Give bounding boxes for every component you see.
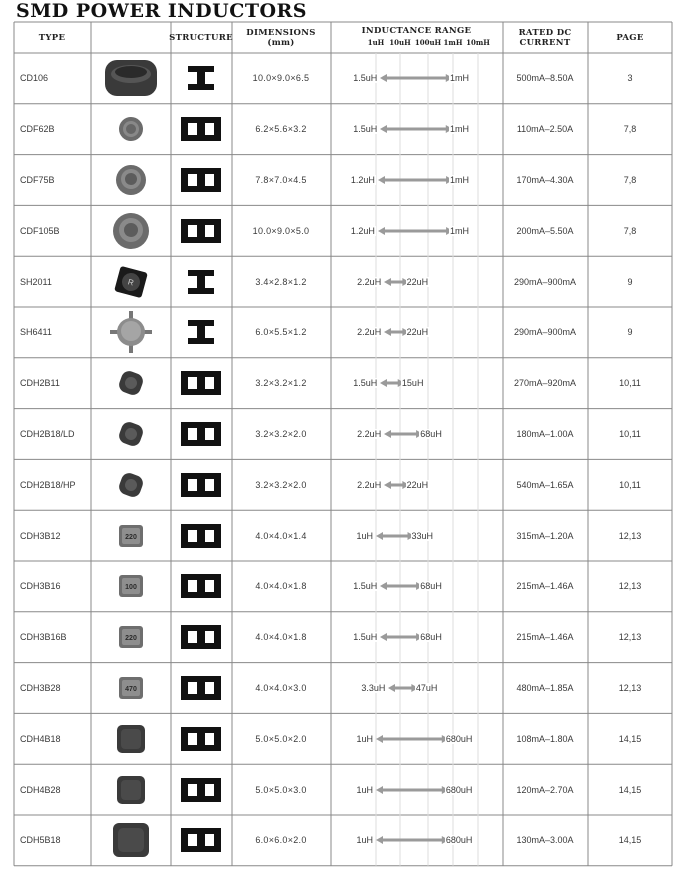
page-ref-cell: 9 [627, 276, 633, 287]
structure-icon [171, 764, 231, 815]
component-photo [91, 764, 170, 815]
rated-current-cell: 215mA–1.46A [516, 581, 574, 592]
range-max-label: 47uH [415, 682, 438, 693]
page-ref-cell: 7,8 [623, 225, 637, 236]
inductance-range-cell [331, 561, 502, 612]
type-cell: CDH3B28 [20, 682, 61, 693]
type-cell: CDF75B [20, 174, 55, 185]
inductance-range-cell [331, 612, 502, 663]
inductance-range-cell [331, 764, 502, 815]
structure-icon [171, 205, 231, 256]
type-cell: CD106 [20, 73, 49, 84]
structure-icon [171, 155, 231, 206]
dimensions-cell: 4.0×4.0×3.0 [255, 682, 307, 693]
structure-icon [171, 53, 231, 104]
rated-current-cell: 215mA–1.46A [516, 632, 574, 643]
page-ref-cell: 12,13 [618, 632, 642, 643]
page-ref-cell: 3 [627, 73, 633, 84]
page-ref-cell: 10,11 [619, 428, 641, 439]
page-ref-cell: 7,8 [623, 124, 637, 135]
dimensions-cell: 3.4×2.8×1.2 [255, 276, 307, 287]
type-cell: SH6411 [20, 327, 52, 338]
range-min-label: 1.5uH [353, 73, 378, 84]
rated-current-cell: 130mA–3.00A [516, 835, 574, 846]
table-row [14, 409, 672, 460]
header-inductance-range: INDUCTANCE RANGE [361, 26, 472, 36]
range-tick-labels [331, 38, 502, 50]
table-row [14, 510, 672, 561]
structure-icon [171, 815, 231, 866]
structure-icon [171, 663, 231, 714]
svg-text:470: 470 [124, 685, 137, 693]
dimensions-cell: 3.2×3.2×2.0 [255, 479, 307, 490]
svg-text:220: 220 [124, 533, 137, 541]
header-dimensions-line2: (mm) [267, 37, 295, 48]
component-photo [91, 459, 170, 510]
header-dimensions [232, 22, 330, 53]
range-max-label: 15uH [401, 378, 424, 389]
header-structure: STRUCTURE [169, 32, 233, 43]
page-ref-cell: 14,15 [618, 733, 642, 744]
inductance-range-cell [331, 510, 502, 561]
rated-current-cell: 180mA–1.00A [516, 428, 574, 439]
rated-current-cell: 270mA–920mA [513, 378, 577, 389]
component-photo [91, 307, 170, 358]
dimensions-cell: 6.0×6.0×2.0 [255, 835, 307, 846]
header-current-line2: CURRENT [519, 37, 571, 48]
page-ref-cell: 7,8 [623, 174, 637, 185]
range-min-label: 1.2uH [350, 174, 375, 185]
range-min-label: 1.5uH [353, 378, 378, 389]
table-row [14, 155, 672, 206]
inductance-range-cell [331, 815, 502, 866]
rated-current-cell: 200mA–5.50A [516, 225, 574, 236]
type-cell: CDF105B [20, 225, 60, 236]
range-min-label: 2.2uH [357, 428, 382, 439]
rated-current-cell: 500mA–8.50A [516, 73, 574, 84]
type-cell: CDH3B16B [20, 632, 67, 643]
table-row [14, 307, 672, 358]
rated-current-cell: 315mA–1.20A [516, 530, 574, 541]
tick-label-10uh: 10uH [389, 38, 411, 47]
inductance-range-cell [331, 104, 502, 155]
table-row [14, 561, 672, 612]
component-photo [91, 663, 170, 714]
svg-text:220: 220 [124, 635, 137, 643]
component-photo [91, 409, 170, 460]
svg-text:R: R [126, 276, 135, 288]
page-ref-cell: 10,11 [619, 479, 641, 490]
type-cell: CDH2B18/LD [20, 428, 75, 439]
header-page: PAGE [616, 32, 644, 43]
table-row [14, 358, 672, 409]
range-max-label: 680uH [445, 784, 473, 795]
component-photo [91, 561, 170, 612]
component-photo [91, 713, 170, 764]
structure-icon [171, 104, 231, 155]
type-cell: CDH4B28 [20, 784, 61, 795]
table-row [14, 459, 672, 510]
range-max-label: 22uH [406, 276, 429, 287]
rated-current-cell: 290mA–900mA [513, 327, 577, 338]
range-min-label: 1uH [356, 784, 373, 795]
table-row [14, 815, 672, 866]
range-max-label: 68uH [420, 632, 442, 643]
table-row [14, 612, 672, 663]
inductance-range-cell [331, 358, 502, 409]
component-photo [91, 104, 170, 155]
range-max-label: 1mH [450, 73, 470, 84]
page-ref-cell: 12,13 [618, 682, 642, 693]
dimensions-cell: 5.0×5.0×2.0 [255, 733, 307, 744]
structure-icon [171, 612, 231, 663]
dimensions-cell: 3.2×3.2×2.0 [255, 428, 307, 439]
header-current-line1: RATED DC [518, 27, 572, 38]
range-max-label: 680uH [445, 733, 473, 744]
table-row [14, 205, 672, 256]
inductance-range-cell [331, 53, 502, 104]
dimensions-cell: 5.0×5.0×3.0 [255, 784, 307, 795]
page-ref-cell: 12,13 [618, 581, 642, 592]
range-min-label: 1uH [356, 835, 373, 846]
structure-icon [171, 510, 231, 561]
page-ref-cell: 14,15 [618, 835, 642, 846]
range-min-label: 1uH [356, 530, 373, 541]
type-cell: CDH5B18 [20, 835, 61, 846]
tick-label-100uh: 100uH [414, 38, 442, 47]
component-photo [91, 358, 170, 409]
rated-current-cell: 110mA–2.50A [516, 124, 574, 135]
inductance-range-cell [331, 205, 502, 256]
dimensions-cell: 4.0×4.0×1.8 [255, 632, 307, 643]
tick-label-1uh: 1uH [367, 38, 385, 47]
range-min-label: 1.5uH [353, 632, 378, 643]
structure-icon [171, 409, 231, 460]
rated-current-cell: 108mA–1.80A [516, 733, 574, 744]
header-dimensions-line1: DIMENSIONS [246, 27, 316, 38]
table-row [14, 663, 672, 714]
rated-current-cell: 290mA–900mA [513, 276, 577, 287]
component-photo [91, 155, 170, 206]
page-title: SMD POWER INDUCTORS [16, 0, 308, 22]
rated-current-cell: 480mA–1.85A [516, 682, 574, 693]
header-type: TYPE [38, 32, 66, 43]
range-max-label: 68uH [420, 428, 442, 439]
structure-icon [171, 561, 231, 612]
rated-current-cell: 120mA–2.70A [516, 784, 574, 795]
range-max-label: 22uH [406, 327, 429, 338]
inductance-range-cell [331, 409, 502, 460]
tick-label-1mh: 1mH [443, 38, 463, 47]
range-min-label: 1.5uH [353, 581, 378, 592]
component-photo [91, 256, 170, 307]
inductance-range-cell [331, 459, 502, 510]
inductance-range-cell [331, 256, 502, 307]
table-row [14, 104, 672, 155]
type-cell: CDH4B18 [20, 733, 61, 744]
range-max-label: 1mH [450, 174, 470, 185]
type-cell: CDH2B11 [20, 378, 60, 389]
table-row [14, 713, 672, 764]
type-cell: CDF62B [20, 124, 55, 135]
page-ref-cell: 9 [627, 327, 633, 338]
range-max-label: 33uH [411, 530, 434, 541]
structure-icon [171, 256, 231, 307]
table-row [14, 764, 672, 815]
range-min-label: 1.2uH [350, 225, 375, 236]
inductance-range-cell [331, 307, 502, 358]
dimensions-cell: 10.0×9.0×5.0 [252, 225, 310, 236]
component-photo [91, 815, 170, 866]
component-photo [91, 510, 170, 561]
range-min-label: 1uH [356, 733, 373, 744]
page-ref-cell: 14,15 [618, 784, 642, 795]
component-photo [91, 612, 170, 663]
structure-icon [171, 307, 231, 358]
dimensions-cell: 4.0×4.0×1.4 [255, 530, 307, 541]
component-photo [91, 53, 170, 104]
range-min-label: 2.2uH [357, 276, 382, 287]
type-cell: SH2011 [20, 276, 52, 287]
range-min-label: 2.2uH [357, 327, 382, 338]
dimensions-cell: 10.0×9.0×6.5 [252, 73, 310, 84]
structure-icon [171, 713, 231, 764]
dimensions-cell: 6.0×5.5×1.2 [255, 327, 307, 338]
range-min-label: 2.2uH [357, 479, 382, 490]
type-cell: CDH3B12 [20, 530, 61, 541]
dimensions-cell: 3.2×3.2×1.2 [255, 378, 307, 389]
range-max-label: 1mH [450, 124, 470, 135]
inductance-range-cell [331, 663, 502, 714]
table-row [14, 53, 672, 104]
tick-label-10mh: 10mH [466, 38, 490, 47]
range-max-label: 680uH [445, 835, 473, 846]
dimensions-cell: 4.0×4.0×1.8 [255, 581, 307, 592]
rated-current-cell: 540mA–1.65A [516, 479, 574, 490]
component-photo [91, 205, 170, 256]
range-min-label: 3.3uH [361, 682, 386, 693]
range-max-label: 22uH [406, 479, 429, 490]
structure-icon [171, 358, 231, 409]
type-cell: CDH2B18/HP [20, 479, 76, 490]
range-max-label: 68uH [420, 581, 442, 592]
range-min-label: 1.5uH [353, 124, 378, 135]
header-rated-current [503, 22, 587, 53]
structure-icon [171, 459, 231, 510]
page-ref-cell: 12,13 [618, 530, 642, 541]
inductance-range-cell [331, 713, 502, 764]
range-max-label: 1mH [450, 225, 470, 236]
svg-text:100: 100 [124, 584, 137, 592]
type-cell: CDH3B16 [20, 581, 61, 592]
rated-current-cell: 170mA–4.30A [516, 174, 574, 185]
page-ref-cell: 10,11 [619, 378, 641, 389]
inductance-range-cell [331, 155, 502, 206]
dimensions-cell: 6.2×5.6×3.2 [255, 124, 307, 135]
table-row [14, 256, 672, 307]
dimensions-cell: 7.8×7.0×4.5 [255, 174, 307, 185]
